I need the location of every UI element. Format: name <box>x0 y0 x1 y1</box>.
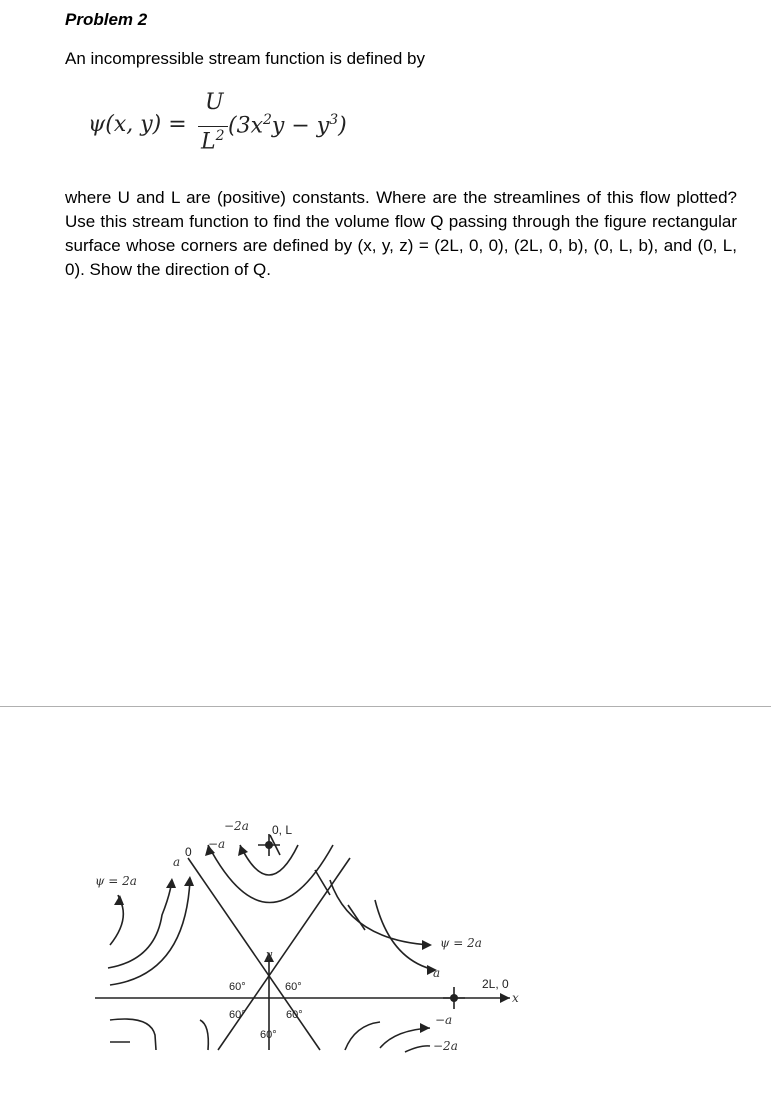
label-angle-lr: 60° <box>286 1009 303 1021</box>
equation-rhs: $(3x^2y - y^3)$ <box>228 112 347 139</box>
equation-numerator: U <box>205 90 224 115</box>
surface-tick-3 <box>348 905 365 930</box>
asymptote-left <box>188 858 320 1050</box>
surface-tick-2 <box>315 870 330 895</box>
streamline-lower-left-3 <box>200 1020 208 1050</box>
label-a-left: a <box>173 855 181 869</box>
streamline-lower-right-3 <box>405 1046 430 1052</box>
arrow-left-3 <box>184 876 194 886</box>
streamline-lower-left-1 <box>110 1019 156 1050</box>
intro-text: An incompressible stream function is defined by <box>65 49 426 68</box>
label-angle-ul: 60° <box>229 981 246 993</box>
streamline-right-inner <box>330 880 430 945</box>
label-psi-left: ψ = 2a <box>95 874 137 888</box>
problem-title: Problem 2 <box>65 10 148 29</box>
streamline-upper-outer <box>208 845 333 903</box>
streamline-left-outer <box>110 880 190 985</box>
label-neg-a-right: −a <box>435 1013 453 1027</box>
equation-denominator: $L^2$ <box>201 128 225 155</box>
arrow-lower-right <box>420 1023 430 1033</box>
label-point-2L0: 2L, 0 <box>482 977 509 991</box>
arrow-right-1 <box>422 940 432 950</box>
page-divider <box>0 706 771 707</box>
label-x-axis: x <box>512 991 519 1005</box>
label-angle-bottom: 60° <box>260 1029 277 1041</box>
arrow-left-2 <box>166 878 176 888</box>
fraction-bar <box>198 126 228 127</box>
label-a-right: a <box>433 966 441 980</box>
arrow-upper-1 <box>238 845 248 856</box>
label-angle-ll: 60° <box>229 1009 246 1021</box>
point-0L-dot <box>265 841 273 849</box>
label-angle-ur: 60° <box>285 981 302 993</box>
streamline-left-mid <box>108 880 172 968</box>
label-neg-a-top: −a <box>208 837 226 851</box>
arrow-x-axis <box>500 993 510 1003</box>
problem-statement: where U and L are (positive) constants. Where are the streamlines of this flow plotted? Use this stream function to find the volume flow Q passing through the figure rectangular surface whose corners are defined by (x, y, z) = (2L, 0, 0), (2L, 0, b), (0, L, b), and (0, L, 0). Show the direction of Q. <box>65 188 737 279</box>
streamline-figure <box>90 810 530 1055</box>
label-zero: 0 <box>185 845 192 859</box>
point-2L0-dot <box>450 994 458 1002</box>
label-point-0L: 0, L <box>272 823 293 837</box>
label-neg-2a-right: −2a <box>433 1039 458 1053</box>
label-y-axis: y <box>266 948 273 961</box>
equation-lhs: ψ(x, y) = <box>88 112 187 137</box>
label-neg-2a-top: −2a <box>224 819 249 833</box>
label-psi-right: ψ = 2a <box>440 936 482 950</box>
stream-function-equation <box>88 90 388 170</box>
streamline-lower-right-1 <box>345 1022 380 1050</box>
